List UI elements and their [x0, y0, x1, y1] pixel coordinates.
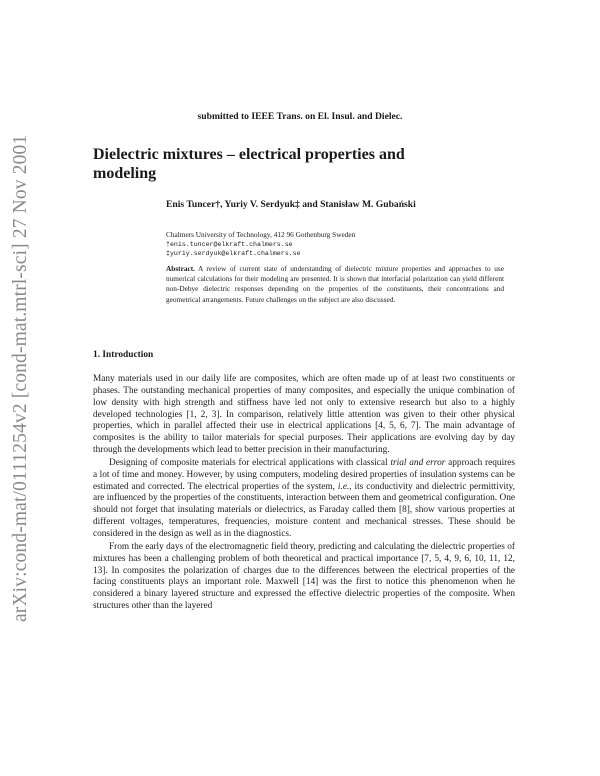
section-body	[93, 374, 515, 613]
paper-title: Dielectric mixtures – electrical properties and modeling	[93, 146, 405, 182]
institution: Chalmers University of Technology, 412 96 Gothenburg Sweden	[166, 230, 356, 239]
submission-note: submitted to IEEE Trans. on El. Insul. and Dielec.	[197, 111, 403, 122]
emphasis-ie: i.e.	[337, 481, 350, 492]
abstract-text: A review of current state of understanding of dielectric mixture properties and approaches to use numerical calculations for their modeling are presented. It is shown that interfacial polarization can yield different non-Debye dielectric responses depending on the properties of the constituents, their concentrations and geometrical arrangements. Future challenges on the subject are also discussed.	[166, 264, 504, 304]
paragraph-1: Many materials used in our daily life are composites, which are often made up of at least two constituents or phases. The outstanding mechanical properties of many composites, and especially the unique combination of low density with high strength and stiffness have led not only to extensive research but also to a highly developed technologies [1, 2, 3]. In comparison, relatively little attention was given to their other physical properties, which in parallel affected their use in electrical applications [4, 5, 6, 7]. The main advantage of composites is the ability to tailor materials for special purposes. Their applications are evolving day by day through the developments which lead to better precision in their manufacturing.	[93, 374, 515, 456]
author-email-1[interactable]: †enis.tuncer@elkraft.chalmers.se	[166, 240, 293, 248]
arxiv-side-identifier: arXiv:cond-mat/0111254v2 [cond-mat.mtrl-sci] 27 Nov 2001	[10, 134, 31, 622]
paragraph-3: From the early days of the electromagnetic field theory, predicting and calculating the dielectric properties of mixtures has been a challenging problem of both theoretical and practical importance [7, 5, 4, 9, 6, 10, 11, 12, 13]. In composites the polarization of charges due to the differences between the electrical properties of the facing constituents plays an important role. Maxwell [14] was the first to notice this phenomenon when he considered a binary layered structure and expressed the effective dielectric properties of the composite. When structures other than the layered	[93, 541, 515, 612]
author-email-2[interactable]: ‡yuriy.serdyuk@elkraft.chalmers.se	[166, 250, 301, 258]
author-list: Enis Tuncer†, Yuriy V. Serdyuk‡ and Stanisław M. Gubański	[166, 199, 416, 210]
abstract-label: Abstract.	[166, 264, 195, 273]
paragraph-2	[93, 458, 515, 541]
paragraph-2-part-a: Designing of composite materials for electrical applications with classical	[109, 457, 391, 468]
emphasis-trial-and-error: trial and error	[390, 457, 446, 468]
section-heading: 1. Introduction	[93, 350, 154, 360]
abstract	[166, 264, 504, 305]
affiliation-block	[166, 230, 486, 259]
paragraph-2-part-b: approach requires a lot of time and money. However, by using computers, modeling desired properties of insulation systems can be estimated and corrected. The electrical properties of the system,	[93, 457, 515, 492]
paragraph-2-part-c: , its conductivity and dielectric permittivity, are influenced by the properties of the constituents, interaction between them and geometrical configuration. One should not forget that insulating materials or dielectrics, as Faraday called them [8], show various properties at different voltages, temperatures, frequencies, moisture content and mechanical stresses. These should be considered in the design as well as in the diagnostics.	[93, 481, 516, 539]
